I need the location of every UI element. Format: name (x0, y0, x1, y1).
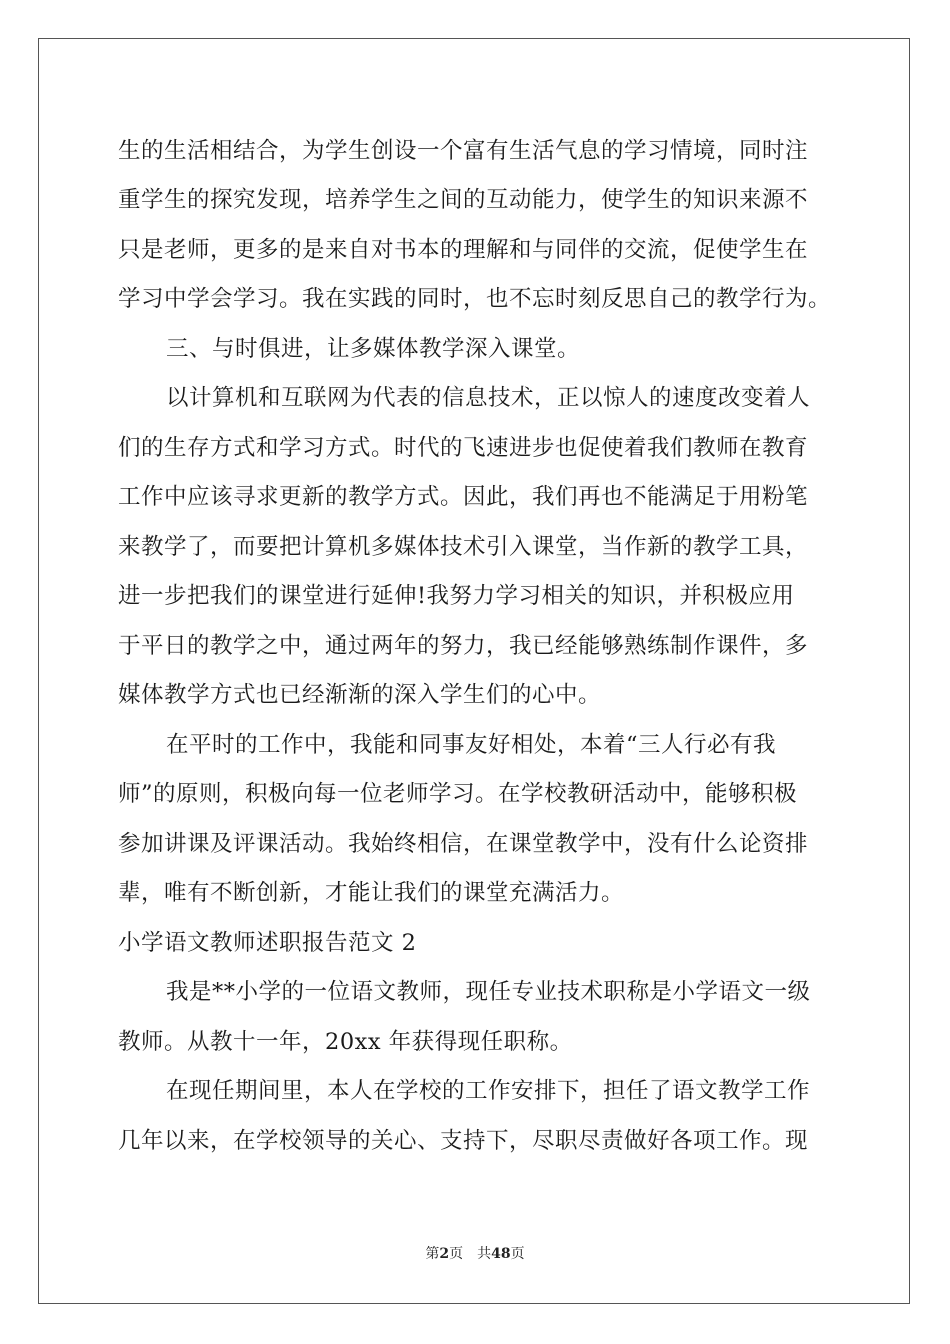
total-prefix: 共 (477, 1246, 492, 1262)
text-line: 学习中学会学习。我在实践的同时，也不忘时刻反思自己的教学行为。 (118, 286, 832, 312)
text-line: 辈，唯有不断创新，才能让我们的课堂充满活力。 (118, 880, 625, 906)
text-line: 几年以来，在学校领导的关心、支持下，尽职尽责做好各项工作。现 (118, 1128, 809, 1154)
article-title: 小学语文教师述职报告范文 2 (118, 930, 417, 956)
page-prefix: 第 (425, 1246, 440, 1262)
text-line: 在平时的工作中，我能和同事友好相处，本着“三人行必有我 (166, 732, 777, 758)
text-line: 生的生活相结合，为学生创设一个富有生活气息的学习情境，同时注 (118, 138, 809, 164)
total-pages: 48 (491, 1246, 511, 1262)
total-unit: 页 (510, 1246, 525, 1262)
text-line: 师”的原则，积极向每一位老师学习。在学校教研活动中，能够积极 (118, 781, 798, 807)
text-line: 只是老师，更多的是来自对书本的理解和与同伴的交流，促使学生在 (118, 237, 809, 263)
text-line: 重学生的探究发现，培养学生之间的互动能力，使学生的知识来源不 (118, 187, 809, 213)
text-line: 教师。从教十一年，20xx 年获得现任职称。 (118, 1029, 573, 1055)
text-line: 以计算机和互联网为代表的信息技术，正以惊人的速度改变着人 (166, 385, 811, 411)
text-line: 工作中应该寻求更新的教学方式。因此，我们再也不能满足于用粉笔 (118, 484, 809, 510)
text-line: 来教学了，而要把计算机多媒体技术引入课堂，当作新的教学工具， (118, 534, 809, 560)
text-line: 们的生存方式和学习方式。时代的飞速进步也促使着我们教师在教育 (118, 435, 809, 461)
text-line: 媒体教学方式也已经渐渐的深入学生们的心中。 (118, 682, 602, 708)
section-heading: 三、与时俱进，让多媒体教学深入课堂。 (166, 336, 581, 362)
text-line: 参加讲课及评课活动。我始终相信，在课堂教学中，没有什么论资排 (118, 831, 809, 857)
text-line: 进一步把我们的课堂进行延伸!我努力学习相关的知识，并积极应用 (118, 583, 795, 609)
page-footer (0, 1244, 950, 1264)
text-line: 在现任期间里，本人在学校的工作安排下，担任了语文教学工作 (166, 1078, 811, 1104)
text-line: 我是**小学的一位语文教师，现任专业技术职称是小学语文一级 (166, 979, 811, 1005)
page-number: 2 (439, 1246, 450, 1262)
page-unit: 页 (449, 1246, 464, 1262)
text-line: 于平日的教学之中，通过两年的努力，我已经能够熟练制作课件，多 (118, 633, 809, 659)
page-frame (38, 38, 910, 1304)
